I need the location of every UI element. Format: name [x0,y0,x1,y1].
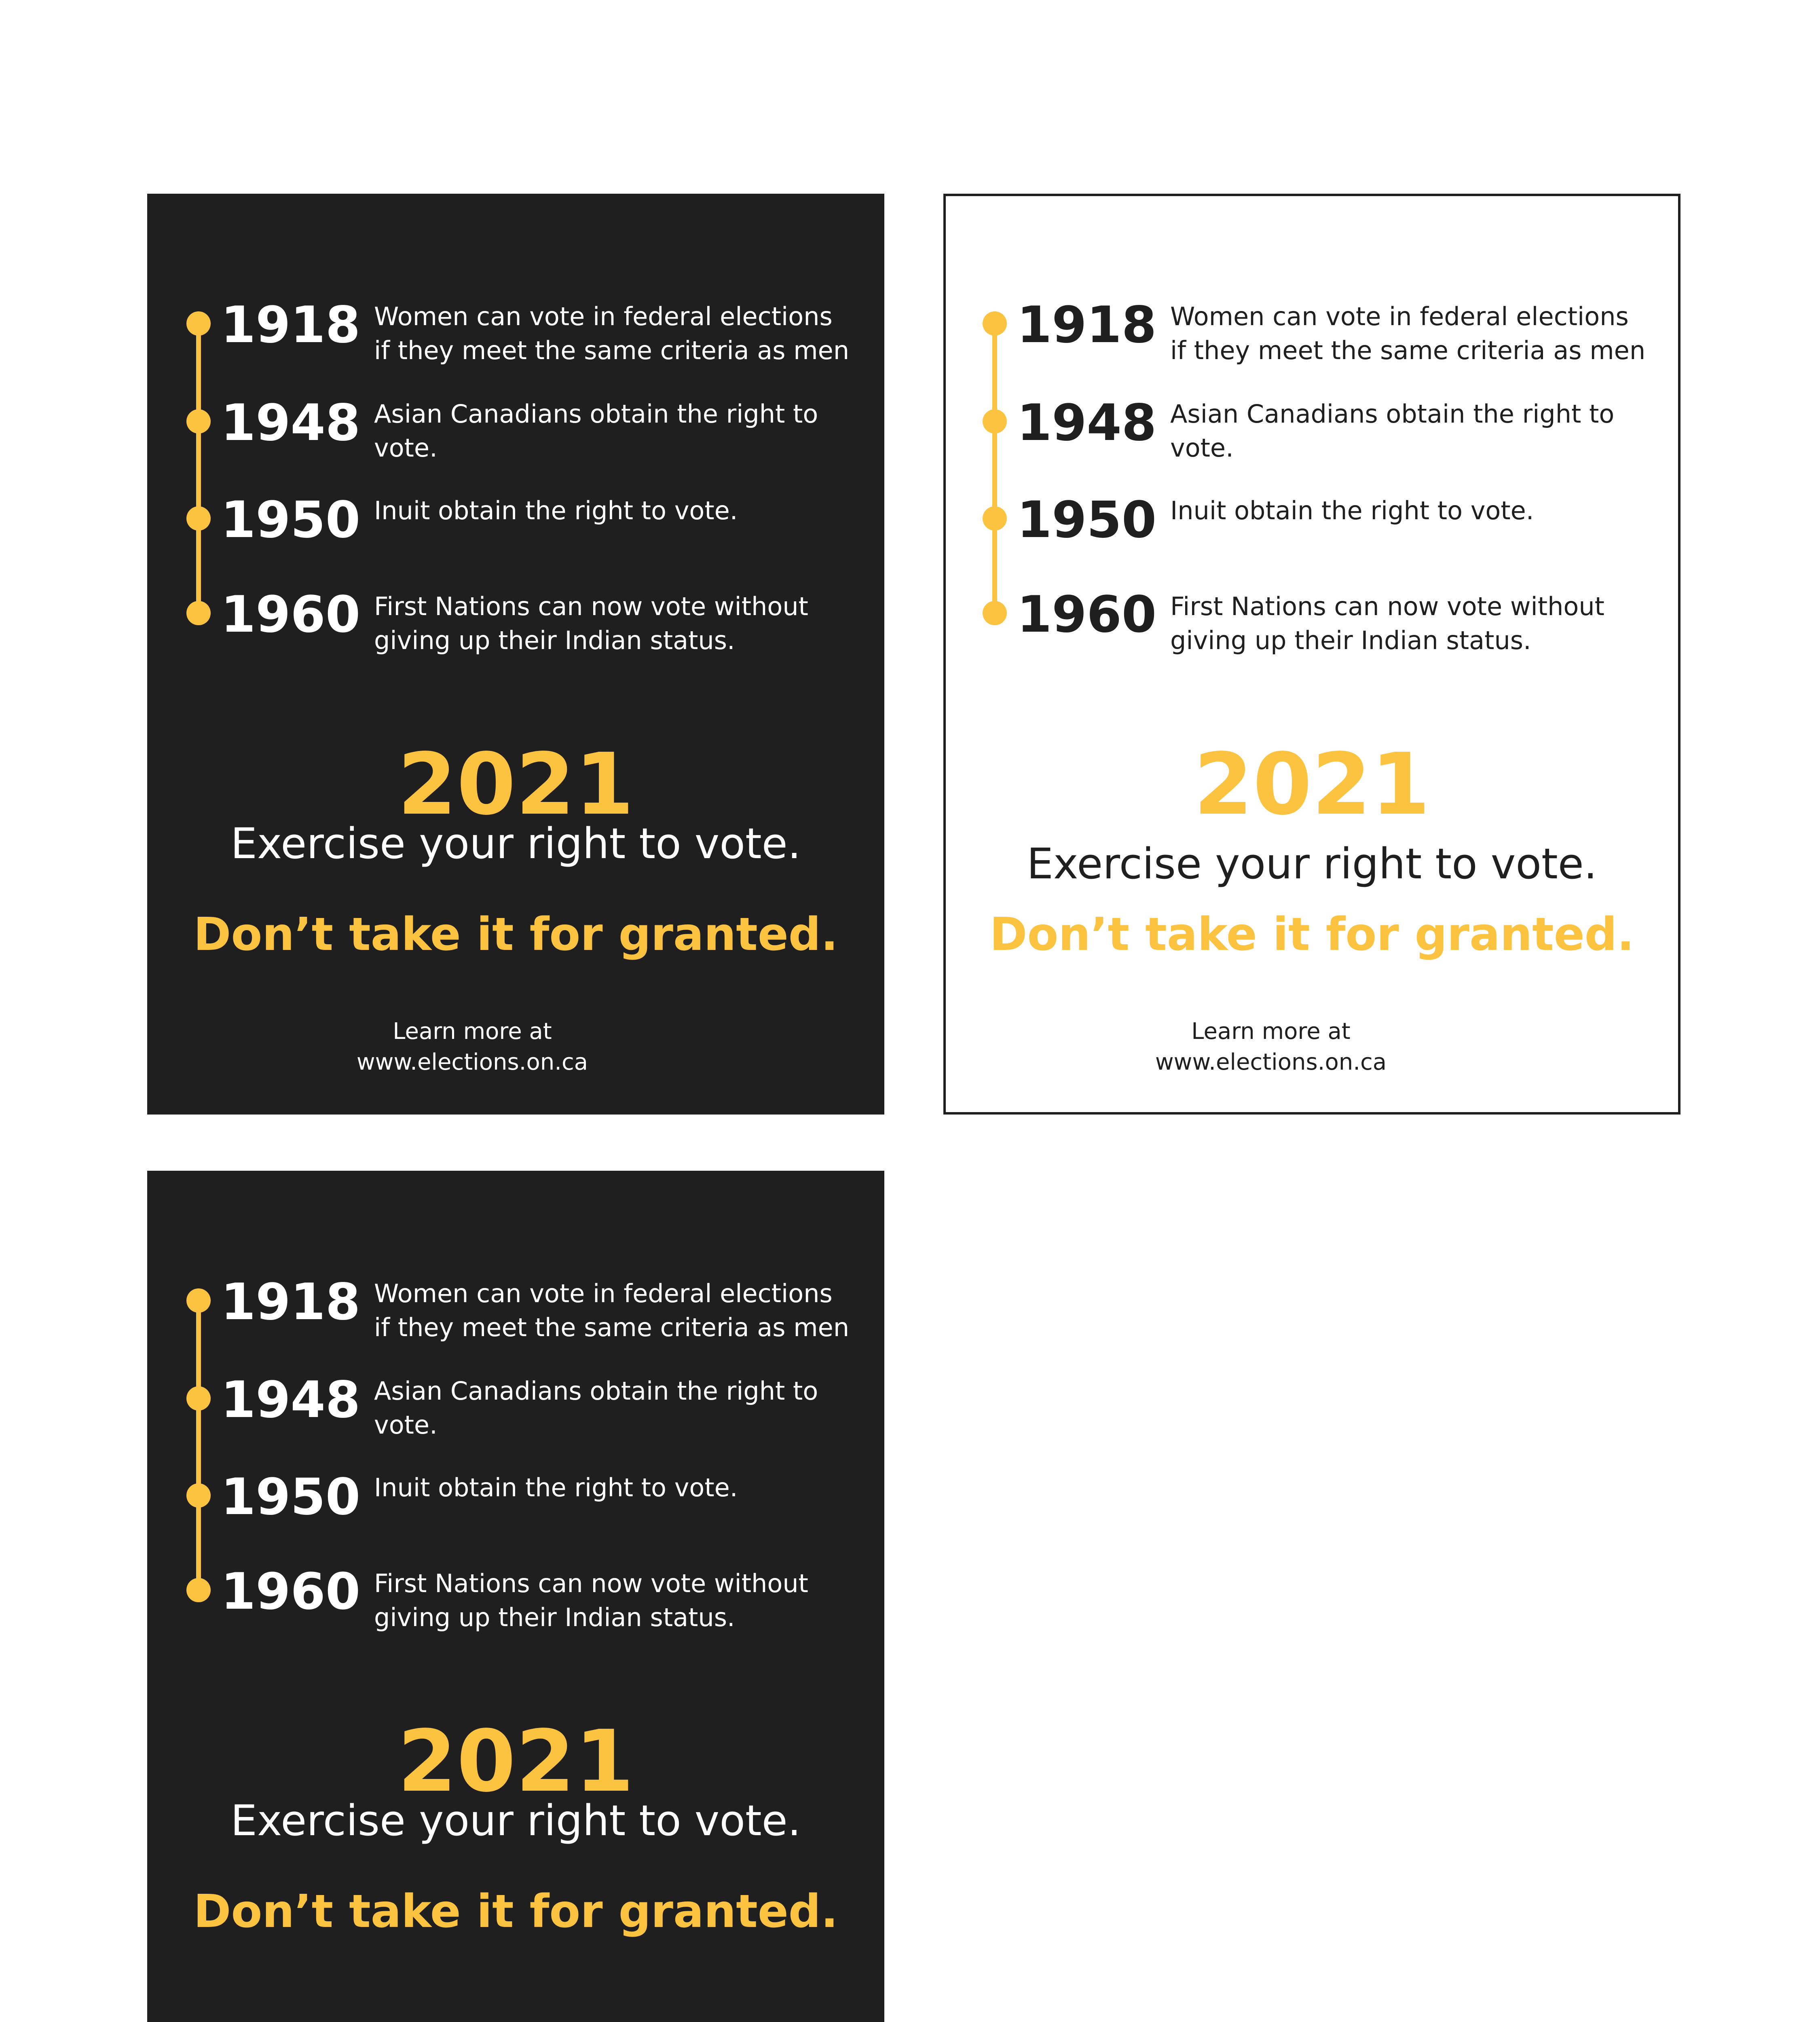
timeline-dot-1960 [983,601,1007,625]
timeline-description-line: Inuit obtain the right to vote. [374,1473,738,1502]
timeline-description [374,1374,859,1442]
learn-more-label: Learn more at [393,1018,552,1045]
timeline-description-line: Women can vote in federal elections [374,1279,833,1308]
timeline-year: 1950 [1017,491,1157,549]
timeline-description-line: Inuit obtain the right to vote. [1170,496,1534,525]
timeline-dot-1948 [186,1386,211,1411]
timeline-year: 1960 [221,586,361,644]
learn-more-url: www.elections.on.ca [1155,1049,1387,1075]
timeline-dot-1950 [186,1483,211,1508]
timeline-description-line: giving up their Indian status. [374,1603,735,1632]
timeline-description-line: First Nations can now vote without [1170,592,1604,621]
timeline-description [1170,300,1655,368]
poster-light-with-link [943,194,1680,1115]
timeline-description [374,590,859,658]
timeline-line [196,1292,201,1579]
timeline-description-line: First Nations can now vote without [374,592,808,621]
timeline-dot-1948 [186,409,211,434]
timeline-description-line: vote. [374,433,438,463]
timeline-dot-1918 [983,311,1007,336]
timeline-year: 1960 [221,1563,361,1621]
learn-more-label: Learn more at [1191,1018,1351,1045]
headline-dont-take-granted: Don’t take it for granted. [989,908,1634,961]
timeline-year: 1918 [1017,296,1157,354]
timeline-dot-1918 [186,1288,211,1313]
timeline-dot-1948 [983,409,1007,434]
timeline-year: 1918 [221,1273,361,1331]
headline-year: 2021 [397,735,634,834]
timeline-dot-1960 [186,1578,211,1602]
timeline-description-line: Asian Canadians obtain the right to [374,399,818,429]
timeline-dot-1918 [186,311,211,336]
headline-dont-take-granted: Don’t take it for granted. [193,908,838,961]
timeline-description-line: Inuit obtain the right to vote. [374,496,738,525]
timeline-year: 1918 [221,296,361,354]
timeline-year: 1950 [221,491,361,549]
timeline-year: 1950 [221,1468,361,1526]
headline-exercise: Exercise your right to vote. [230,1796,801,1845]
timeline-description [1170,397,1655,465]
timeline-description [374,300,859,368]
timeline-description [1170,590,1655,658]
timeline-description-line: Women can vote in federal elections [1170,302,1629,331]
timeline-year: 1948 [1017,394,1157,452]
headline-exercise: Exercise your right to vote. [1027,839,1597,888]
headline-year: 2021 [397,1712,634,1811]
timeline-year: 1948 [221,1371,361,1429]
timeline-description [374,397,859,465]
timeline-description-line: vote. [374,1410,438,1440]
timeline-dot-1950 [186,506,211,531]
timeline-description-line: Women can vote in federal elections [374,302,833,331]
timeline-description-line: Asian Canadians obtain the right to [1170,399,1615,429]
headline-year: 2021 [1194,735,1430,834]
timeline-description [374,1277,859,1345]
timeline-description [374,1567,859,1635]
timeline-description-line: if they meet the same criteria as men [374,336,850,365]
timeline-year: 1948 [221,394,361,452]
timeline-description-line: giving up their Indian status. [1170,626,1531,655]
timeline-description [374,494,859,528]
headline-dont-take-granted: Don’t take it for granted. [193,1885,838,1938]
timeline-line [196,315,201,602]
poster-dark-no-link [147,1171,884,2022]
timeline-line [992,315,997,602]
learn-more [946,1016,1596,1078]
timeline-dot-1960 [186,601,211,625]
timeline-description-line: Asian Canadians obtain the right to [374,1376,818,1406]
timeline-description-line: First Nations can now vote without [374,1569,808,1598]
learn-more-url: www.elections.on.ca [356,1049,588,1075]
headline-exercise: Exercise your right to vote. [230,819,801,868]
timeline-description-line: if they meet the same criteria as men [1170,336,1646,365]
timeline-dot-1950 [983,506,1007,531]
timeline-description-line: if they meet the same criteria as men [374,1313,850,1342]
timeline-description [1170,494,1655,528]
timeline-year: 1960 [1017,586,1157,644]
poster-dark-with-link [147,194,884,1115]
timeline-description [374,1471,859,1505]
timeline-description-line: vote. [1170,433,1234,463]
timeline-description-line: giving up their Indian status. [374,626,735,655]
learn-more [147,1016,797,1078]
